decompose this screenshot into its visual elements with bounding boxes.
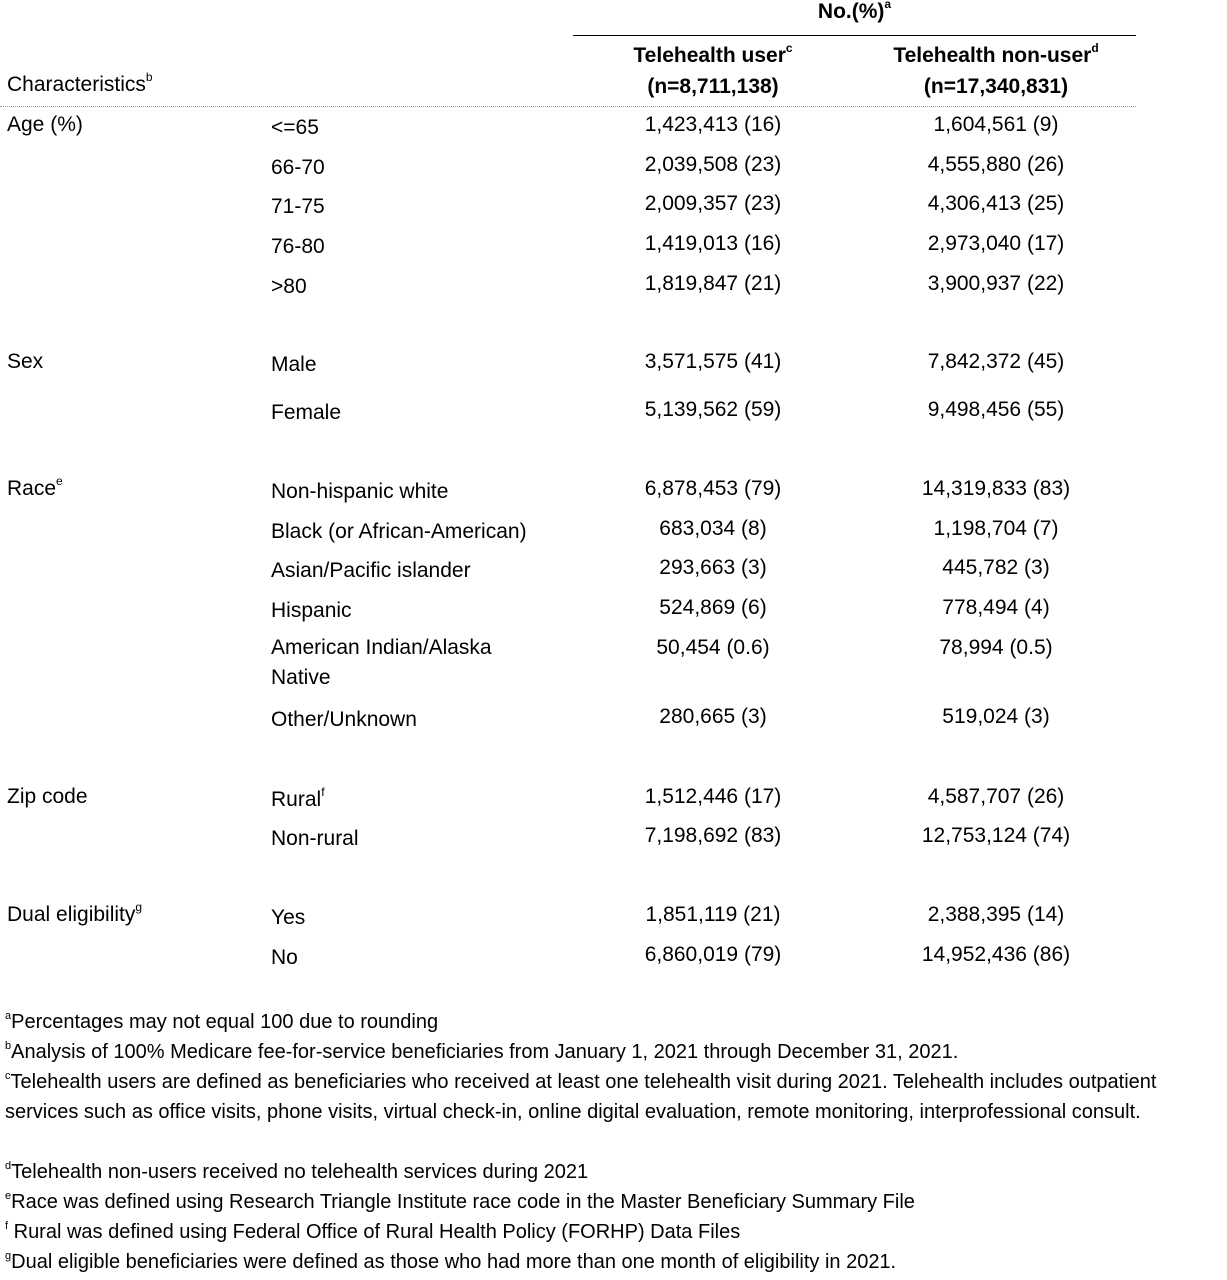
cell-user: 1,419,013 (16): [644, 232, 782, 255]
cell-nonuser: 3,900,937 (22): [927, 272, 1065, 295]
header-divider: [0, 106, 1136, 107]
footnote-mark: a: [884, 0, 892, 11]
cell-nonuser: 78,994 (0.5): [939, 636, 1053, 659]
cell-user: 5,139,562 (59): [644, 398, 782, 421]
footnote: [5, 1187, 1227, 1217]
footnote-mark: g: [5, 1250, 12, 1263]
cell-user: 683,034 (8): [659, 517, 767, 540]
cell-user: 50,454 (0.6): [656, 636, 770, 659]
characteristics-label: Characteristics: [7, 73, 146, 96]
row-subgroup-label: Hispanic: [271, 599, 352, 622]
cell-nonuser: 14,319,833 (83): [921, 477, 1071, 500]
column-group-header: [573, 0, 1136, 24]
row-subgroup-label: Yes: [271, 906, 306, 929]
footnote: [5, 1007, 1227, 1037]
cell-nonuser: 12,753,124 (74): [921, 824, 1071, 847]
footnote-text: Dual eligible beneficiaries were defined as those who had more than one month of eligibility in 2021.: [11, 1251, 897, 1273]
column-header-characteristics: [7, 70, 153, 97]
row-subgroup-label: 66-70: [271, 156, 325, 179]
cell-user: 1,423,413 (16): [644, 113, 782, 136]
column-header-nonuser: [856, 40, 1136, 102]
footnote-mark: d: [5, 1160, 12, 1173]
user-n: (n=8,711,138): [647, 75, 779, 98]
cell-nonuser: 778,494 (4): [942, 596, 1050, 619]
footnote-text: Percentages may not equal 100 due to rounding: [11, 1011, 439, 1033]
cell-nonuser: 4,306,413 (25): [927, 192, 1065, 215]
footnote-mark: a: [5, 1010, 12, 1023]
cell-user: 1,819,847 (21): [644, 272, 782, 295]
cell-nonuser: 519,024 (3): [942, 705, 1050, 728]
footnote: [5, 1247, 1227, 1277]
cell-user: 3,571,575 (41): [644, 350, 782, 373]
row-subgroup-label: Non-hispanic white: [271, 480, 449, 503]
row-subgroup-label: 71-75: [271, 195, 325, 218]
cell-nonuser: 4,587,707 (26): [927, 785, 1065, 808]
footnote: [5, 1217, 1227, 1247]
row-subgroup-label: Black (or African-American): [271, 520, 527, 543]
no-pct-label: No.(%): [817, 0, 885, 23]
footnote-mark: c: [5, 1070, 11, 1083]
footnote-mark: f: [321, 785, 325, 799]
row-group-label: Sex: [7, 350, 44, 373]
row-subgroup-label: American Indian/Alaska Native: [271, 636, 492, 689]
cell-user: 2,039,508 (23): [644, 153, 782, 176]
footnote-text: Telehealth users are defined as beneficiaries who received at least one telehealth visit during 2021. Telehealth includes outpatient services such as office visits, phone visits, virtual check-in, online digital evaluation, remote monitoring, interprofessional consult.: [5, 1071, 1157, 1123]
cell-nonuser: 4,555,880 (26): [927, 153, 1065, 176]
cell-user: 2,009,357 (23): [644, 192, 782, 215]
row-group-label: Race: [7, 477, 57, 500]
footnote: [5, 1157, 1227, 1187]
header-rule: [573, 35, 1136, 36]
cell-nonuser: 2,388,395 (14): [927, 903, 1065, 926]
footnote-mark: b: [5, 1040, 12, 1053]
footnote-mark: d: [1091, 41, 1099, 55]
cell-nonuser: 7,842,372 (45): [927, 350, 1065, 373]
row-group-label: Zip code: [7, 785, 88, 808]
cell-nonuser: 9,498,456 (55): [927, 398, 1065, 421]
nonuser-n: (n=17,340,831): [923, 75, 1069, 98]
cell-nonuser: 14,952,436 (86): [921, 943, 1071, 966]
footnote-text: Telehealth non-users received no telehealth services during 2021: [11, 1161, 589, 1183]
cell-user: 524,869 (6): [659, 596, 767, 619]
nonuser-label: Telehealth non-user: [893, 44, 1092, 67]
row-subgroup-label: 76-80: [271, 235, 325, 258]
footnote-mark: b: [145, 70, 153, 84]
footnote: [5, 1037, 1227, 1067]
footnote-mark: f: [5, 1220, 9, 1233]
row-subgroup-label: >80: [271, 275, 307, 298]
cell-user: 7,198,692 (83): [644, 824, 782, 847]
cell-user: 293,663 (3): [659, 556, 767, 579]
footnote-mark: c: [785, 41, 793, 55]
footnote-mark: e: [56, 474, 63, 488]
row-subgroup-label: Non-rural: [271, 827, 359, 850]
row-subgroup-label: No: [271, 946, 298, 969]
user-label: Telehealth user: [633, 44, 786, 67]
row-subgroup-label: Male: [271, 353, 317, 376]
row-group-label: Dual eligibility: [7, 903, 136, 926]
footnote-mark: g: [135, 900, 143, 914]
footnote: [5, 1067, 1227, 1127]
cell-user: 6,878,453 (79): [644, 477, 782, 500]
cell-nonuser: 1,198,704 (7): [933, 517, 1059, 540]
row-group-label: Age (%): [7, 113, 83, 136]
cell-user: 1,851,119 (21): [645, 903, 781, 926]
footnote-text: Race was defined using Research Triangle Institute race code in the Master Beneficiary Summary File: [11, 1191, 915, 1213]
footnote-mark: e: [5, 1190, 12, 1203]
footnote-text: Rural was defined using Federal Office of Rural Health Policy (FORHP) Data Files: [8, 1221, 741, 1243]
cell-nonuser: 1,604,561 (9): [933, 113, 1059, 136]
row-subgroup-label: <=65: [271, 116, 319, 139]
cell-nonuser: 2,973,040 (17): [927, 232, 1065, 255]
cell-user: 1,512,446 (17): [644, 785, 782, 808]
footnote-text: Analysis of 100% Medicare fee-for-service beneficiaries from January 1, 2021 through December 31, 2021.: [11, 1041, 959, 1063]
row-subgroup-label: Female: [271, 401, 342, 424]
cell-user: 6,860,019 (79): [644, 943, 782, 966]
cell-nonuser: 445,782 (3): [942, 556, 1050, 579]
row-subgroup-label: Rural: [271, 788, 322, 811]
column-header-user: [573, 40, 853, 102]
row-subgroup-label: Other/Unknown: [271, 708, 417, 731]
cell-user: 280,665 (3): [659, 705, 767, 728]
row-subgroup-label: Asian/Pacific islander: [271, 559, 471, 582]
